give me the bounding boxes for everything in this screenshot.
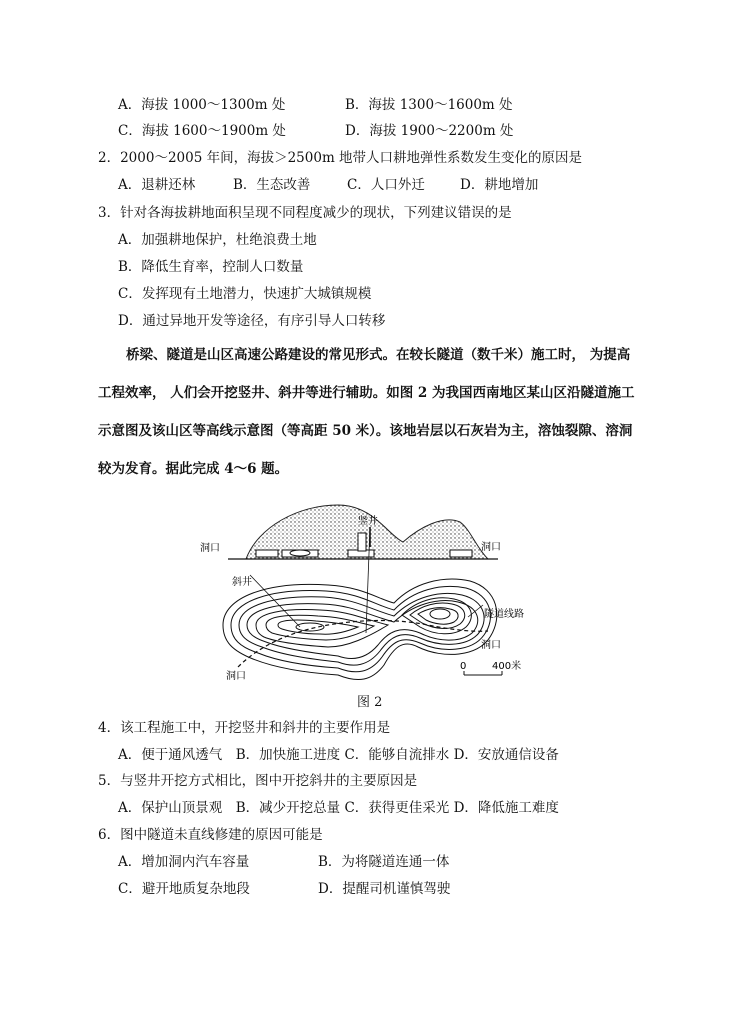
label-tunnel-route: 隧道线路: [484, 609, 524, 620]
q1-option-b: B．海拔 1300～1600m 处: [345, 97, 513, 113]
q1-option-d: D．海拔 1900～2200m 处: [345, 123, 514, 139]
q6-option-a: A．增加洞内汽车容量: [118, 854, 250, 870]
passage-line-4: 较为发育。据此完成 4～6 题。: [98, 461, 289, 477]
tunnel-figure: [198, 497, 558, 689]
label-portal-right: 洞口: [481, 542, 501, 553]
q3-option-b: B．降低生育率，控制人口数量: [118, 259, 304, 275]
scale-zero: 0: [460, 661, 467, 672]
label-inclined-shaft: 斜井: [232, 577, 252, 588]
passage-line-3: 示意图及该山区等高线示意图（等高距 50 米）。该地岩层以石灰岩为主，溶蚀裂隙、溶洞: [98, 423, 633, 439]
q4-options: A．便于通风透气 B．加快施工进度 C．能够自流排水 D．安放通信设备: [118, 747, 559, 763]
q2-stem: 2．2000～2005 年间，海拔＞2500m 地带人口耕地弹性系数发生变化的原因是: [98, 150, 583, 166]
q2-option-a: A．退耕还林: [118, 177, 196, 193]
q3-stem: 3．针对各海拔耕地面积呈现不同程度减少的现状，下列建议错误的是: [98, 205, 512, 221]
label-vertical-shaft: 竖井: [358, 516, 378, 527]
q5-options: A．保护山顶景观 B．减少开挖总量 C．获得更佳采光 D．降低施工难度: [118, 800, 559, 816]
passage-line-2: 工程效率， 人们会开挖竖井、斜井等进行辅助。如图 2 为我国西南地区某山区沿隧道施工: [98, 385, 635, 401]
label-portal-map-left: 洞口: [226, 671, 246, 682]
label-portal-map-right: 洞口: [481, 640, 501, 651]
q1-option-a: A．海拔 1000～1300m 处: [118, 97, 286, 113]
q5-stem: 5．与竖井开挖方式相比，图中开挖斜井的主要原因是: [98, 773, 418, 789]
tunnel-segment: [450, 550, 472, 557]
q2-option-b: B．生态改善: [233, 177, 311, 193]
scale-400: 400米: [492, 661, 522, 672]
q6-option-b: B．为将隧道连通一体: [318, 854, 450, 870]
contour-map: [223, 579, 497, 680]
q3-option-d: D．通过异地开发等途径，有序引导人口转移: [118, 313, 386, 329]
vertical-shaft: [358, 533, 366, 551]
q6-stem: 6．图中隧道未直线修建的原因可能是: [98, 827, 323, 843]
q6-option-c: C．避开地质复杂地段: [118, 881, 250, 897]
q4-stem: 4．该工程施工中，开挖竖井和斜井的主要作用是: [98, 720, 391, 736]
inclined-shaft-line: [250, 575, 300, 627]
q2-option-d: D．耕地增加: [460, 177, 539, 193]
label-portal-left: 洞口: [200, 543, 220, 554]
q1-option-c: C．海拔 1600～1900m 处: [118, 123, 286, 139]
q3-option-a: A．加强耕地保护，杜绝浪费土地: [118, 232, 317, 248]
q6-option-d: D．提醒司机谨慎驾驶: [318, 881, 451, 897]
figure-caption: 图 2: [357, 695, 383, 710]
q3-option-c: C．发挥现有土地潜力，快速扩大城镇规模: [118, 286, 372, 302]
q2-option-c: C．人口外迁: [347, 177, 425, 193]
tunnel-segment: [256, 550, 278, 557]
passage-line-1: 桥梁、隧道是山区高速公路建设的常见形式。在较长隧道（数千米）施工时， 为提高: [126, 347, 631, 363]
